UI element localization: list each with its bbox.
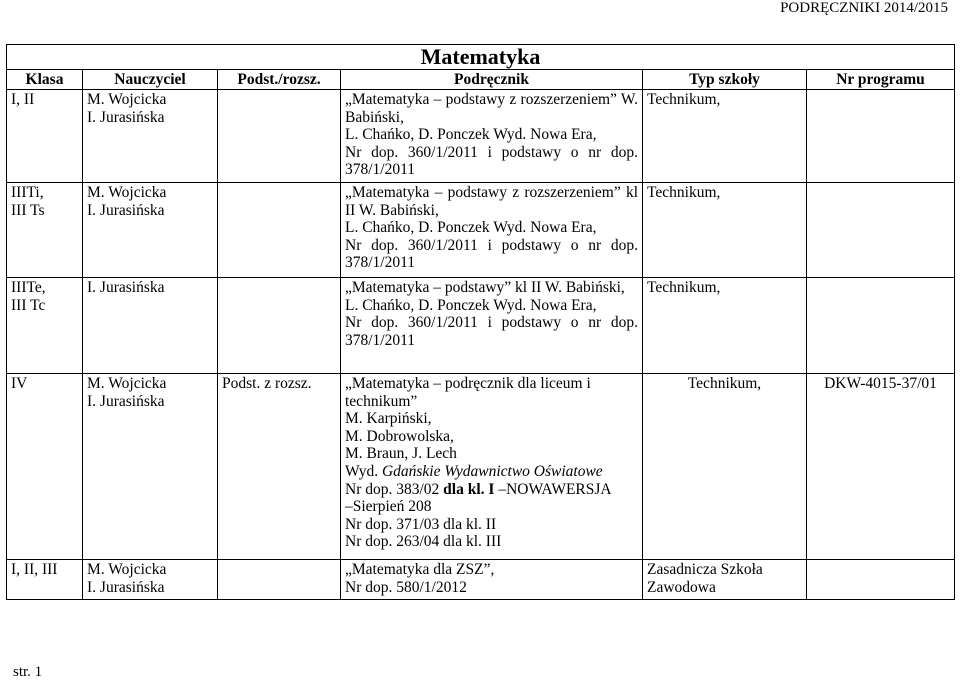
klasa-text: III Ts xyxy=(11,201,45,219)
cell-nr-programu xyxy=(807,278,955,374)
klasa-text: I, II, III xyxy=(11,561,58,578)
textbook-line: „Matematyka – podstawy z rozszerzeniem” W. Babiński, xyxy=(345,91,638,126)
page-number: str. 1 xyxy=(13,664,43,680)
cell-nauczyciel xyxy=(83,374,218,560)
teacher-name: M. Wojcicka xyxy=(87,375,167,392)
cell-podst xyxy=(218,278,341,374)
cell-typ-szkoly xyxy=(643,278,807,374)
textbook-line: Nr dop. 360/1/2011 i podstawy o nr dop. 378/1/2011 xyxy=(345,143,638,179)
cell-podrecznik xyxy=(341,278,643,374)
school-type: Technikum, xyxy=(687,375,762,392)
teacher-name: I. Jurasińska xyxy=(87,201,165,219)
textbook-line: M. Dobrowolska, xyxy=(345,427,454,445)
textbook-line: Nr dop. 360/1/2011 i podstawy o nr dop. 378/1/2011 xyxy=(345,236,638,272)
cell-nr-programu xyxy=(807,374,955,560)
cell-nr-programu xyxy=(807,90,955,183)
approval-date: –Sierpień 208 xyxy=(345,498,432,516)
teacher-name: I. Jurasińska xyxy=(87,108,165,126)
column-header-klasa: Klasa xyxy=(7,70,83,90)
teacher-name: I. Jurasińska xyxy=(87,578,165,596)
textbook-line: L. Chańko, D. Ponczek Wyd. Nowa Era, xyxy=(345,296,597,314)
column-header-typ-szkoly: Typ szkoły xyxy=(643,70,807,90)
cell-podrecznik xyxy=(341,183,643,278)
cell-podst xyxy=(218,183,341,278)
table-row xyxy=(7,183,955,278)
cell-typ-szkoly xyxy=(643,90,807,183)
teacher-name: I. Jurasińska xyxy=(87,392,165,410)
cell-typ-szkoly xyxy=(643,374,807,560)
textbook-line: Nr dop. 360/1/2011 i podstawy o nr dop. 378/1/2011 xyxy=(345,314,638,349)
cell-nauczyciel xyxy=(83,183,218,278)
column-header-podst-rozsz: Podst./rozsz. xyxy=(218,70,341,90)
cell-podst xyxy=(218,90,341,183)
cell-nr-programu xyxy=(807,560,955,600)
school-type: Technikum, xyxy=(647,91,721,108)
cell-nr-programu xyxy=(807,183,955,278)
cell-podst xyxy=(218,374,341,560)
approval-number: Nr dop. 383/02 xyxy=(345,480,440,498)
school-type: Technikum, xyxy=(647,279,721,296)
school-type: Zawodowa xyxy=(647,578,716,596)
textbook-line: M. Karpiński, xyxy=(345,410,432,428)
klasa-text: I, II xyxy=(11,91,35,108)
cell-nauczyciel xyxy=(83,560,218,600)
podst-text: Podst. z rozsz. xyxy=(222,375,312,392)
approval-version: –NOWAWERSJA xyxy=(498,480,612,498)
textbook-line: „Matematyka – podręcznik dla liceum i technikum” xyxy=(345,375,591,410)
column-header-podrecznik: Podręcznik xyxy=(341,70,643,90)
table-row xyxy=(7,374,955,560)
column-header-nauczyciel: Nauczyciel xyxy=(83,70,218,90)
textbook-line: L. Chańko, D. Ponczek Wyd. Nowa Era, xyxy=(345,219,597,237)
cell-klasa xyxy=(7,374,83,560)
publisher-line xyxy=(345,463,638,481)
approval-line-383 xyxy=(345,481,638,499)
cell-klasa xyxy=(7,278,83,374)
teacher-name: M. Wojcicka xyxy=(87,561,167,578)
table-row xyxy=(7,90,955,183)
cell-typ-szkoly xyxy=(643,183,807,278)
cell-typ-szkoly xyxy=(643,560,807,600)
publisher-prefix: Wyd. xyxy=(345,462,379,480)
textbook-table xyxy=(6,44,955,600)
cell-nauczyciel xyxy=(83,90,218,183)
klasa-text: IIITi, xyxy=(11,184,44,201)
cell-klasa xyxy=(7,560,83,600)
school-type: Zasadnicza Szkoła xyxy=(647,561,763,578)
teacher-name: M. Wojcicka xyxy=(87,184,167,201)
cell-nauczyciel xyxy=(83,278,218,374)
cell-podrecznik xyxy=(341,560,643,600)
cell-klasa xyxy=(7,183,83,278)
textbook-line: L. Chańko, D. Ponczek Wyd. Nowa Era, xyxy=(345,126,597,144)
publisher-name: Gdańskie Wydawnictwo Oświatowe xyxy=(381,462,603,480)
klasa-text: IIITe, xyxy=(11,279,46,296)
approval-class: dla kl. I xyxy=(443,480,495,498)
textbook-line: „Matematyka – podstawy z rozszerzeniem” kl II W. Babiński, xyxy=(345,184,638,219)
school-type: Technikum, xyxy=(647,184,721,201)
column-header-nr-programu: Nr programu xyxy=(807,70,955,90)
approval-line-371: Nr dop. 371/03 dla kl. II xyxy=(345,515,497,533)
table-title: Matematyka xyxy=(7,45,955,70)
cell-podrecznik xyxy=(341,90,643,183)
teacher-name: M. Wojcicka xyxy=(87,91,167,108)
textbook-line: M. Braun, J. Lech xyxy=(345,445,457,463)
textbook-line: „Matematyka dla ZSZ”, xyxy=(345,561,495,578)
table-row xyxy=(7,560,955,600)
textbook-line: „Matematyka – podstawy” kl II W. Babiński, xyxy=(345,279,625,296)
textbook-line: Nr dop. 580/1/2012 xyxy=(345,578,467,596)
document-header-title: PODRĘCZNIKI 2014/2015 xyxy=(780,0,948,16)
cell-podst xyxy=(218,560,341,600)
klasa-text: IV xyxy=(11,375,28,392)
approval-line-263: Nr dop. 263/04 dla kl. III xyxy=(345,533,502,551)
klasa-text: III Tc xyxy=(11,296,46,314)
teacher-name: I. Jurasińska xyxy=(87,279,165,296)
cell-klasa xyxy=(7,90,83,183)
table-row xyxy=(7,278,955,374)
program-number: DKW-4015-37/01 xyxy=(824,375,937,392)
cell-podrecznik xyxy=(341,374,643,560)
